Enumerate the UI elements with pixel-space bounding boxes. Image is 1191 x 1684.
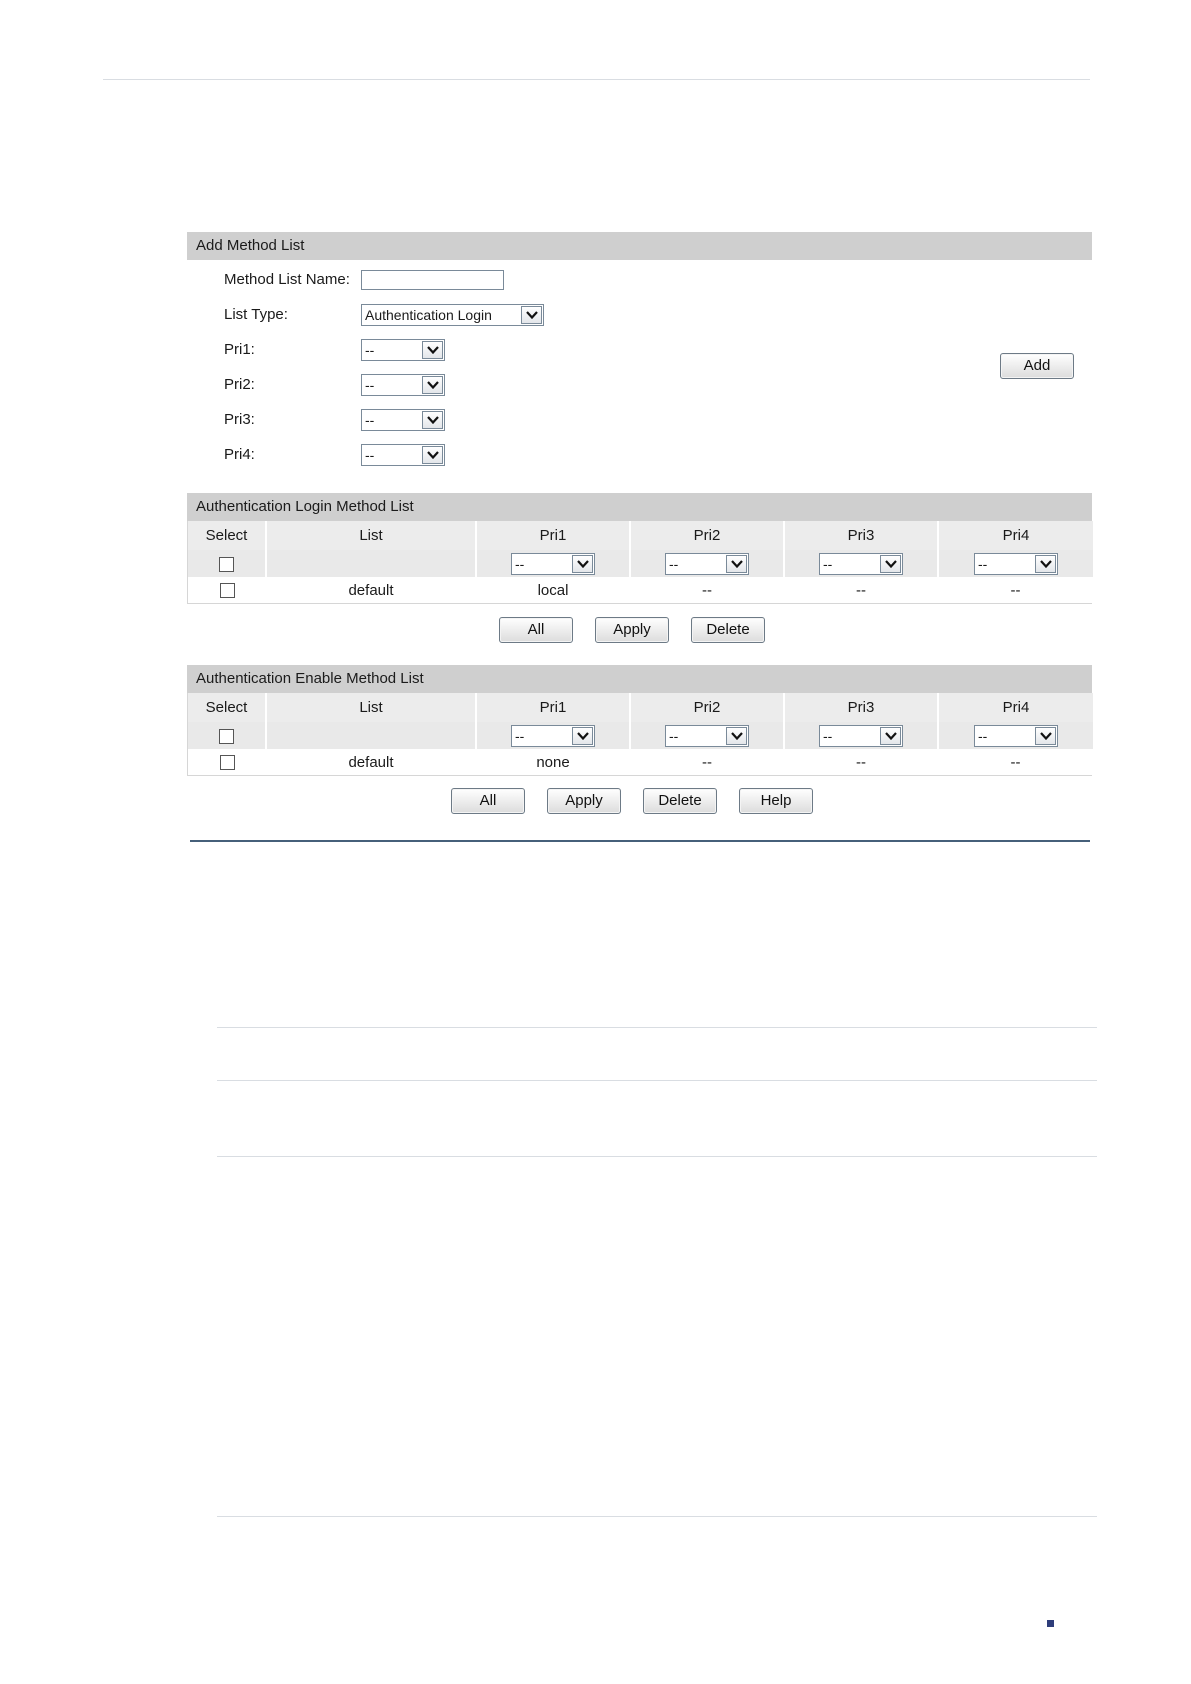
pri3-filter-select[interactable] — [819, 725, 903, 747]
table-header-row — [188, 693, 1093, 722]
pri4-label: Pri4: — [224, 446, 255, 463]
chevron-down-icon — [572, 727, 593, 745]
page-marker — [1047, 1620, 1054, 1627]
pri2-filter-select[interactable] — [665, 553, 749, 575]
row-select-cell — [188, 577, 266, 603]
pri2-filter-cell — [630, 550, 784, 577]
pri3-filter-select[interactable] — [819, 553, 903, 575]
table-header-row — [188, 521, 1093, 550]
column-header-pri3: Pri3 — [784, 521, 938, 550]
column-header-list: List — [266, 521, 476, 550]
chevron-down-icon — [521, 306, 542, 324]
pri2-filter-cell — [630, 722, 784, 749]
pri4-filter-value: -- — [978, 727, 988, 744]
pri1-filter-value: -- — [515, 727, 525, 744]
pri2-cell: -- — [630, 749, 784, 775]
panel-title: Authentication Login Method List — [187, 493, 1092, 521]
pri4-cell: -- — [938, 749, 1093, 775]
column-header-pri2: Pri2 — [630, 521, 784, 550]
pri3-select[interactable] — [361, 409, 445, 431]
add-button[interactable]: Add — [1000, 353, 1074, 379]
enable-method-table-wrap — [187, 693, 1092, 776]
login-method-table — [188, 521, 1093, 603]
pri1-filter-cell — [476, 722, 630, 749]
table-rule — [217, 1027, 1097, 1028]
pri1-cell: local — [476, 577, 630, 603]
login-method-table-wrap — [187, 521, 1092, 604]
method-list-name-label: Method List Name: — [224, 271, 350, 288]
row-select-cell — [188, 749, 266, 775]
section-divider — [190, 840, 1090, 842]
pri3-filter-value: -- — [823, 727, 833, 744]
panel-title: Authentication Enable Method List — [187, 665, 1092, 693]
pri1-value: -- — [365, 342, 375, 358]
list-type-value: Authentication Login — [365, 307, 492, 323]
chevron-down-icon — [1035, 727, 1056, 745]
table-row — [188, 749, 1093, 775]
pri3-filter-cell — [784, 550, 938, 577]
column-header-pri1: Pri1 — [476, 693, 630, 722]
column-header-select: Select — [188, 693, 266, 722]
pri4-filter-cell — [938, 550, 1093, 577]
pri4-filter-select[interactable] — [974, 725, 1058, 747]
select-all-checkbox[interactable] — [219, 557, 234, 572]
add-method-list-panel — [187, 232, 1092, 472]
pri2-row — [224, 374, 464, 396]
page-header-rule — [103, 79, 1090, 80]
list-cell: default — [266, 749, 476, 775]
table-filter-row — [188, 722, 1093, 749]
pri4-cell: -- — [938, 577, 1093, 603]
apply-button[interactable]: Apply — [595, 617, 669, 643]
pri4-filter-select[interactable] — [974, 553, 1058, 575]
list-cell: default — [266, 577, 476, 603]
chevron-down-icon — [572, 555, 593, 573]
pri3-value: -- — [365, 412, 375, 428]
column-header-list: List — [266, 693, 476, 722]
apply-button[interactable]: Apply — [547, 788, 621, 814]
pri3-row — [224, 409, 464, 431]
select-all-cell — [188, 722, 266, 749]
table-rule — [217, 1156, 1097, 1157]
chevron-down-icon — [726, 555, 747, 573]
pri4-select[interactable] — [361, 444, 445, 466]
pri3-cell: -- — [784, 749, 938, 775]
chevron-down-icon — [422, 341, 443, 359]
pri1-cell: none — [476, 749, 630, 775]
pri3-label: Pri3: — [224, 411, 255, 428]
list-filter-cell — [266, 550, 476, 577]
pri2-cell: -- — [630, 577, 784, 603]
help-button[interactable]: Help — [739, 788, 813, 814]
pri2-value: -- — [365, 377, 375, 393]
pri1-filter-cell — [476, 550, 630, 577]
column-header-select: Select — [188, 521, 266, 550]
pri4-filter-value: -- — [978, 555, 988, 572]
chevron-down-icon — [422, 376, 443, 394]
pri2-filter-value: -- — [669, 555, 679, 572]
delete-button[interactable]: Delete — [643, 788, 717, 814]
select-all-cell — [188, 550, 266, 577]
table-rule — [217, 1080, 1097, 1081]
table-rule — [217, 1516, 1097, 1517]
list-filter-cell — [266, 722, 476, 749]
row-checkbox[interactable] — [220, 583, 235, 598]
pri4-filter-cell — [938, 722, 1093, 749]
panel-title: Add Method List — [187, 232, 1092, 260]
chevron-down-icon — [726, 727, 747, 745]
column-header-pri4: Pri4 — [938, 521, 1093, 550]
pri1-label: Pri1: — [224, 341, 255, 358]
delete-button[interactable]: Delete — [691, 617, 765, 643]
pri2-select[interactable] — [361, 374, 445, 396]
column-header-pri1: Pri1 — [476, 521, 630, 550]
list-type-row — [224, 304, 544, 326]
pri1-row — [224, 339, 464, 361]
chevron-down-icon — [880, 555, 901, 573]
method-list-name-input[interactable] — [361, 270, 504, 290]
list-type-label: List Type: — [224, 306, 288, 323]
column-header-pri4: Pri4 — [938, 693, 1093, 722]
pri3-cell: -- — [784, 577, 938, 603]
pri4-value: -- — [365, 447, 375, 463]
pri1-filter-value: -- — [515, 555, 525, 572]
chevron-down-icon — [1035, 555, 1056, 573]
select-all-checkbox[interactable] — [219, 729, 234, 744]
pri2-label: Pri2: — [224, 376, 255, 393]
pri2-filter-select[interactable] — [665, 725, 749, 747]
pri1-filter-select[interactable] — [511, 725, 595, 747]
row-checkbox[interactable] — [220, 755, 235, 770]
all-button[interactable]: All — [451, 788, 525, 814]
method-list-name-row — [224, 269, 524, 291]
column-header-pri2: Pri2 — [630, 693, 784, 722]
column-header-pri3: Pri3 — [784, 693, 938, 722]
login-method-list-panel — [187, 493, 1092, 604]
table-filter-row — [188, 550, 1093, 577]
pri3-filter-cell — [784, 722, 938, 749]
pri1-filter-select[interactable] — [511, 553, 595, 575]
chevron-down-icon — [422, 446, 443, 464]
pri4-row — [224, 444, 464, 466]
pri2-filter-value: -- — [669, 727, 679, 744]
enable-method-table — [188, 693, 1093, 775]
chevron-down-icon — [422, 411, 443, 429]
enable-method-list-panel — [187, 665, 1092, 776]
all-button[interactable]: All — [499, 617, 573, 643]
table-row — [188, 577, 1093, 603]
chevron-down-icon — [880, 727, 901, 745]
pri1-select[interactable] — [361, 339, 445, 361]
pri3-filter-value: -- — [823, 555, 833, 572]
list-type-select[interactable] — [361, 304, 544, 326]
